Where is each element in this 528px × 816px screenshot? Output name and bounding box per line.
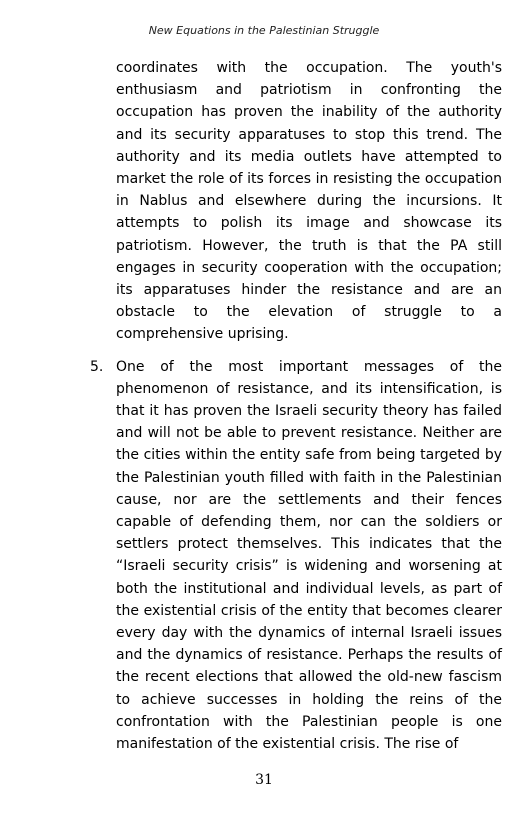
- page-number: 31: [255, 772, 273, 788]
- page-body: [90, 57, 502, 755]
- continuation-paragraph: coordinates with the occupation. The youth's enthusiasm and patriotism in confronting the occupation has proven the inability of the authority and its security apparatuses to stop this trend. The authority and its media outlets have attempted to market the role of its forces in resisting the occupation in Nablus and elsewhere during the incursions. It attempts to polish its image and showcase its patriotism. However, the truth is that the PA still engages in security cooperation with the occupation; its apparatuses hinder the resistance and are an obstacle to the elevation of struggle to a comprehensive uprising.: [116, 60, 502, 343]
- list-item-number: 5.: [90, 358, 104, 375]
- list-item-text: One of the most important messages of the phenomenon of resistance, and its intensification, is that it has proven the Israeli security theory has failed and will not be able to prevent resistance. Neither are the cities within the entity safe from being targeted by the Palestinian youth filled with faith in the Palestinian cause, nor are the settlements and their fences capable of defending them, nor can the soldiers or settlers protect themselves. This indicates that the “Israeli security crisis” is widening and worsening at both the institutional and individual levels, as part of the existential crisis of the entity that becomes clearer every day with the dynamics of internal Israeli issues and the dynamics of resistance. Perhaps the results of the recent elections that allowed the old-new fascism to achieve successes in holding the reins of the confrontation with the Palestinian people is one manifestation of the existential crisis. The rise of: [116, 358, 502, 753]
- running-header: New Equations in the Palestinian Struggle: [148, 24, 380, 37]
- list-item: [90, 356, 502, 756]
